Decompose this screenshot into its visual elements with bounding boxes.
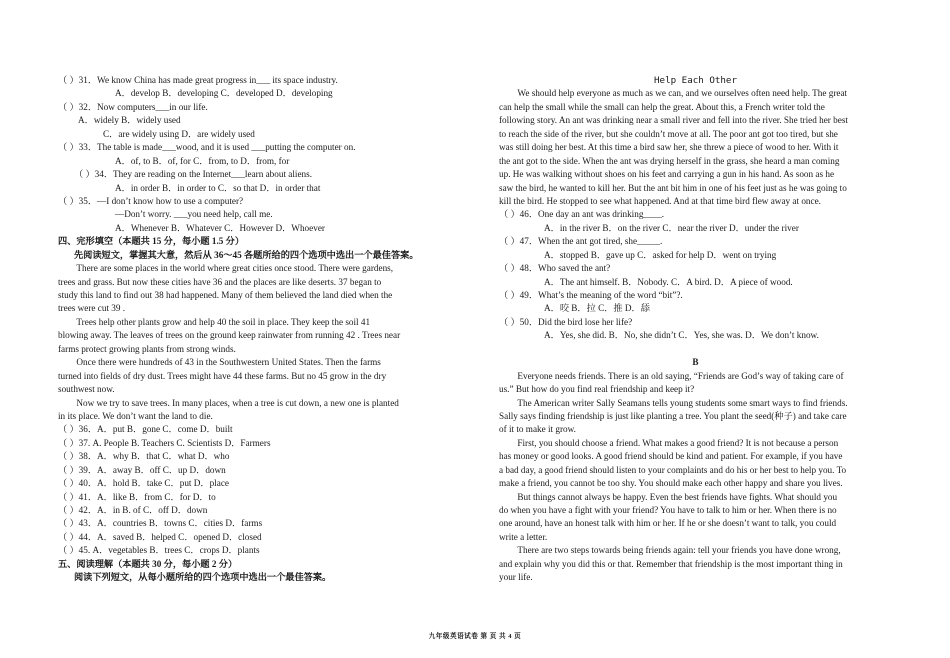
passage-b-label: B	[692, 357, 699, 368]
question-49: （ ）49．What’s the meaning of the word “bit”?.	[499, 290, 683, 300]
passage-b-line: your life.	[499, 572, 533, 583]
question-48-options: A．The ant himself. B．Nobody. C．A bird. D．A piece of wood.	[544, 276, 793, 287]
question-49-options: A．咬 B．拉 C．推 D．舔	[544, 303, 650, 314]
passage-b-line: write a letter.	[499, 531, 548, 542]
cloze-option-row: （ ）43．A．countries B．towns C．cities D．farms	[58, 518, 263, 529]
question-31-options: A．develop B．developing C．developed D．developing	[115, 88, 333, 99]
passage-b-line: one around, have an honest talk with him or her. If he or she doesn’t want to talk, you could	[499, 518, 837, 529]
cloze-line: southwest now.	[58, 384, 115, 395]
section-4-instructions: 先阅读短文，掌握其大意，然后从 36～45 各题所给的四个选项中选出一个最佳答案。	[74, 249, 419, 260]
passage-a-line: We should help everyone as much as we can, and we ourselves often need help. The great	[517, 88, 848, 99]
cloze-option-row: （ ）36．A．put B．gone C．come D．built	[58, 424, 233, 435]
passage-a-line: the ant got to the side. When the ant was drying herself in the grass, she heard a man coming	[499, 155, 840, 166]
question-48: （ ）48．Who saved the ant?	[499, 263, 611, 274]
cloze-option-row: （ ）45. A．vegetables B．trees C．crops D．plants	[58, 545, 260, 556]
cloze-line: Now we try to save trees. In many places, when a tree is cut down, a new one is planted	[76, 397, 399, 408]
question-34-options: A．in order B．in order to C．so that D．in order that	[115, 182, 321, 193]
passage-a-title: Help Each Other	[654, 75, 737, 86]
passage-a-line: following story. An ant was drinking near a small river and fell into the river. She tried her best	[499, 115, 848, 126]
spacer	[499, 343, 892, 356]
passage-a-line: up. He was walking without shoes on his feet and carrying a gun in his hand. As soon as he	[499, 169, 835, 180]
question-47-options: A．stopped B．gave up C．asked for help D．went on trying	[544, 249, 777, 260]
passage-a-line: saw the bird, he wanted to kill her. But the ant bit him in one of his feet just as he was going to	[499, 182, 847, 193]
passage-b-line: and explain why you did this or that. Remember that friendship is the most important thing in	[499, 558, 843, 569]
question-31: （ ）31．We know China has made great progress in___ its space industry.	[58, 75, 338, 85]
passage-b-line: Sally says finding friendship is just like planting a tree. You plant the seed(种子) and take care	[499, 410, 847, 421]
cloze-line: trees were cut 39 .	[58, 303, 126, 314]
question-35: （ ）35．—I don’t know how to use a computer?	[58, 195, 244, 206]
cloze-line: blowing away. The leaves of trees on the ground keep rainwater from running 42 . Trees near	[58, 330, 401, 341]
cloze-option-row: （ ）41．A．like B．from C．for D．to	[58, 491, 216, 502]
cloze-line: farms protect growing plants from strong winds.	[58, 343, 236, 354]
passage-b-line: do when you have a fight with your friend? You have to talk to him or her. When there is no	[499, 505, 837, 515]
cloze-option-row: （ ）37. A. People B. Teachers C. Scientists D．Farmers	[58, 437, 271, 448]
passage-a-line: to reach the side of the river, but she couldn’t move at all. The poor ant got too tired, but she	[499, 128, 838, 139]
passage-b-line: First, you should choose a friend. What makes a good friend? It is not because a person	[517, 437, 839, 448]
passage-b-line: has money or good looks. A good friend should be kind and patient. For example, if you have	[499, 451, 843, 462]
question-32-options-a: A．widely B．widely used	[78, 115, 181, 126]
cloze-option-row: （ ）39．A．away B．off C．up D．down	[58, 464, 226, 475]
cloze-line: study this land to find out 38 had happened. Many of them believed the land died when the	[58, 290, 393, 300]
cloze-line: Once there were hundreds of 43 in the Southwestern United States. Then the farms	[76, 357, 381, 368]
cloze-line: in its place. We don’t want the land to die.	[58, 410, 213, 421]
left-column	[58, 74, 450, 585]
passage-b-line: a bad day, a good friend should listen to your complaints and do his or her best to help you. To	[499, 464, 847, 475]
section-4-title: 四、完形填空（本题共 15 分，每小题 1.5 分）	[58, 236, 245, 247]
cloze-option-row: （ ）44．A．saved B．helped C．opened D．closed	[58, 531, 262, 542]
question-47: （ ）47．When the ant got tired, she_____.	[499, 236, 663, 247]
cloze-line: There are some places in the world where great cities once stood. There were gardens,	[76, 263, 394, 274]
section-5-title: 五、阅读理解（本题共 30 分，每小题 2 分）	[58, 558, 238, 569]
question-33: （ ）33．The table is made___wood, and it is used ___putting the computer on.	[58, 142, 356, 153]
question-50: （ ）50．Did the bird lose her life?	[499, 316, 633, 327]
passage-b-line: of it to make it grow.	[499, 424, 576, 435]
passage-a-line: kill the bird. He stopped to see what happened. And at that time bird flew away at once.	[499, 195, 821, 206]
page-footer: 九年级英语试卷 第 页 共 4 页	[428, 633, 522, 640]
passage-b-line: There are two steps towards being friends again: tell your friends you have done wrong,	[517, 545, 841, 556]
question-50-options: A．Yes, she did. B．No, she didn’t C．Yes, she was. D．We don’t know.	[544, 330, 819, 341]
passage-a-line: can help the small while the small can help the great. About this, a French writer told the	[499, 101, 825, 112]
question-35-options: A．Whenever B．Whatever C．However D．Whoever	[115, 222, 325, 233]
passage-a-line: was still doing her best. At this time a bird saw her, she threw a piece of wood to her. With it	[499, 142, 839, 153]
question-46: （ ）46．One day an ant was drinking____.	[499, 209, 665, 220]
cloze-line: turned into fields of dry dust. Trees might have 44 these farms. But no 45 grow in the dry	[58, 370, 387, 381]
cloze-option-row: （ ）42．A．in B. of C．off D．down	[58, 505, 208, 515]
question-35-reply: —Don’t worry. ___you need help, call me.	[115, 209, 273, 220]
right-column	[499, 74, 892, 585]
passage-b-line: make a friend, you cannot be too shy. You should make each other happy and share you lives.	[499, 478, 843, 489]
passage-b-line: But things cannot always be happy. Even the best friends have fights. What should you	[517, 491, 838, 502]
question-33-options: A．of, to B．of, for C．from, to D．from, for	[115, 155, 290, 166]
cloze-option-row: （ ）40．A．hold B．take C．put D．place	[58, 478, 229, 489]
passage-b-line: The American writer Sally Seamans tells young students some smart ways to find friends.	[517, 397, 848, 408]
section-5-instructions: 阅读下列短文，从每小题所给的四个选项中选出一个最佳答案。	[74, 572, 332, 583]
passage-b-line: us.” But how do you find real friendship and keep it?	[499, 384, 695, 395]
question-32: （ ）32．Now computers___in our life.	[58, 101, 208, 112]
question-32-options-b: C．are widely using D．are widely used	[103, 128, 255, 139]
cloze-line: trees and grass. But now these cities have 36 and the places are like deserts. 37 began to	[58, 276, 382, 287]
cloze-line: Trees help other plants grow and help 40 the soil in place. They keep the soil 41	[76, 316, 371, 327]
cloze-option-row: （ ）38．A．why B．that C．what D．who	[58, 451, 230, 462]
question-34: （ ）34．They are reading on the Internet___learn about aliens.	[74, 169, 313, 180]
question-46-options: A．in the river B．on the river C．near the river D．under the river	[544, 222, 799, 233]
passage-b-line: Everyone needs friends. There is an old saying, “Friends are God’s way of taking care of	[517, 370, 844, 381]
